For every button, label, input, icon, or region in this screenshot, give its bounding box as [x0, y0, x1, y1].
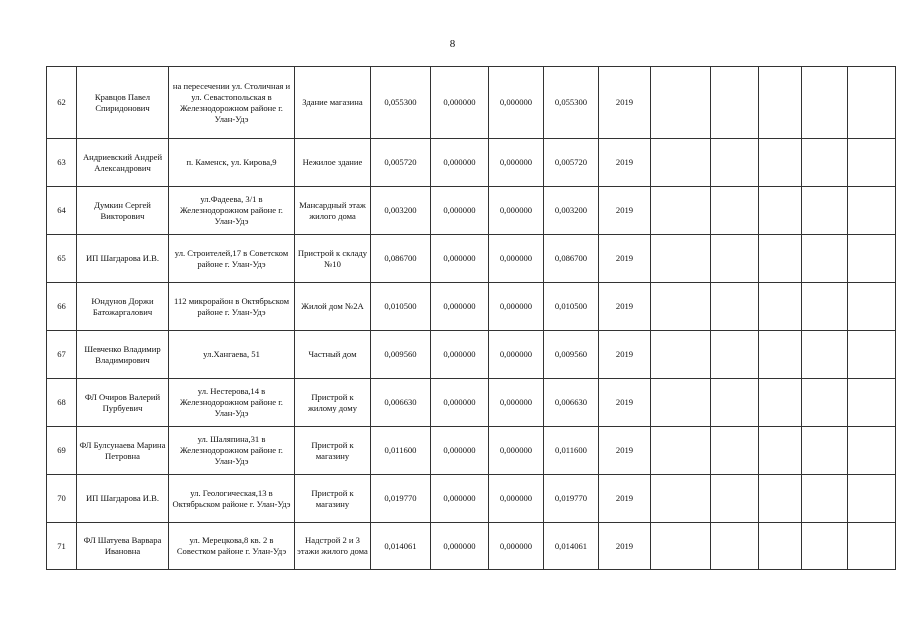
empty-cell [848, 475, 896, 523]
address-cell: 112 микрорайон в Октябрьском районе г. Улан-Удэ [169, 283, 295, 331]
owner-cell: ИП Шагдарова И.В. [77, 235, 169, 283]
empty-cell [848, 235, 896, 283]
table-row [47, 427, 896, 475]
row-number-cell: 63 [47, 139, 77, 187]
row-number-cell: 71 [47, 523, 77, 570]
table-row [47, 331, 896, 379]
object-cell: Пристрой к складу №10 [295, 235, 371, 283]
value3-cell: 0,000000 [489, 379, 544, 427]
object-cell: Пристрой к магазину [295, 475, 371, 523]
value2-cell: 0,000000 [431, 427, 489, 475]
row-number-cell: 69 [47, 427, 77, 475]
value2-cell: 0,000000 [431, 331, 489, 379]
empty-cell [848, 331, 896, 379]
empty-cell [759, 235, 802, 283]
value4-cell: 0,011600 [544, 427, 599, 475]
empty-cell [759, 523, 802, 570]
empty-cell [651, 379, 711, 427]
row-number-cell: 70 [47, 475, 77, 523]
empty-cell [651, 139, 711, 187]
empty-cell [848, 523, 896, 570]
value1-cell: 0,019770 [371, 475, 431, 523]
address-cell: на пересечении ул. Столичная и ул. Севастопольская в Железнодорожном районе г. Улан-Удэ [169, 67, 295, 139]
table-row [47, 475, 896, 523]
year-cell: 2019 [599, 235, 651, 283]
object-cell: Пристрой к магазину [295, 427, 371, 475]
empty-cell [759, 67, 802, 139]
owner-cell: ФЛ Булсунаева Марина Петровна [77, 427, 169, 475]
owner-cell: Кравцов Павел Спиридонович [77, 67, 169, 139]
value4-cell: 0,014061 [544, 523, 599, 570]
object-cell: Здание магазина [295, 67, 371, 139]
empty-cell [759, 331, 802, 379]
empty-cell [651, 475, 711, 523]
page-number: 8 [449, 38, 456, 50]
empty-cell [711, 379, 759, 427]
value1-cell: 0,009560 [371, 331, 431, 379]
year-cell: 2019 [599, 139, 651, 187]
row-number-cell: 68 [47, 379, 77, 427]
object-cell: Жилой дом №2А [295, 283, 371, 331]
value1-cell: 0,086700 [371, 235, 431, 283]
address-cell: ул.Фадеева, 3/1 в Железнодорожном районе г. Улан-Удэ [169, 187, 295, 235]
empty-cell [848, 427, 896, 475]
table-row [47, 67, 896, 139]
empty-cell [759, 427, 802, 475]
value2-cell: 0,000000 [431, 67, 489, 139]
value4-cell: 0,006630 [544, 379, 599, 427]
value4-cell: 0,055300 [544, 67, 599, 139]
value3-cell: 0,000000 [489, 427, 544, 475]
empty-cell [651, 187, 711, 235]
year-cell: 2019 [599, 187, 651, 235]
empty-cell [802, 331, 848, 379]
empty-cell [711, 331, 759, 379]
row-number-cell: 64 [47, 187, 77, 235]
year-cell: 2019 [599, 427, 651, 475]
address-cell: п. Каменск, ул. Кирова,9 [169, 139, 295, 187]
row-number-cell: 66 [47, 283, 77, 331]
empty-cell [759, 139, 802, 187]
object-cell: Нежилое здание [295, 139, 371, 187]
value2-cell: 0,000000 [431, 139, 489, 187]
value1-cell: 0,006630 [371, 379, 431, 427]
empty-cell [802, 187, 848, 235]
value1-cell: 0,055300 [371, 67, 431, 139]
empty-cell [802, 379, 848, 427]
year-cell: 2019 [599, 523, 651, 570]
empty-cell [651, 235, 711, 283]
address-cell: ул. Мерецкова,8 кв. 2 в Совестком районе г. Улан-Удэ [169, 523, 295, 570]
empty-cell [651, 523, 711, 570]
table-body [47, 67, 896, 570]
value2-cell: 0,000000 [431, 235, 489, 283]
empty-cell [711, 67, 759, 139]
year-cell: 2019 [599, 475, 651, 523]
empty-cell [802, 475, 848, 523]
value2-cell: 0,000000 [431, 475, 489, 523]
value1-cell: 0,010500 [371, 283, 431, 331]
table-row [47, 379, 896, 427]
value3-cell: 0,000000 [489, 283, 544, 331]
empty-cell [848, 379, 896, 427]
empty-cell [651, 67, 711, 139]
value2-cell: 0,000000 [431, 283, 489, 331]
empty-cell [651, 283, 711, 331]
value4-cell: 0,010500 [544, 283, 599, 331]
empty-cell [759, 283, 802, 331]
empty-cell [802, 427, 848, 475]
empty-cell [651, 427, 711, 475]
value2-cell: 0,000000 [431, 379, 489, 427]
value1-cell: 0,014061 [371, 523, 431, 570]
empty-cell [802, 283, 848, 331]
empty-cell [759, 475, 802, 523]
object-cell: Пристрой к жилому дому [295, 379, 371, 427]
value3-cell: 0,000000 [489, 331, 544, 379]
empty-cell [711, 427, 759, 475]
table-row [47, 187, 896, 235]
table-row [47, 523, 896, 570]
empty-cell [711, 283, 759, 331]
object-cell: Мансардный этаж жилого дома [295, 187, 371, 235]
year-cell: 2019 [599, 331, 651, 379]
address-cell: ул.Хангаева, 51 [169, 331, 295, 379]
row-number-cell: 65 [47, 235, 77, 283]
empty-cell [711, 523, 759, 570]
address-cell: ул. Нестерова,14 в Железнодорожном районе г. Улан-Удэ [169, 379, 295, 427]
owner-cell: Юндунов Доржи Батожаргалович [77, 283, 169, 331]
value4-cell: 0,086700 [544, 235, 599, 283]
empty-cell [802, 67, 848, 139]
value2-cell: 0,000000 [431, 523, 489, 570]
value4-cell: 0,005720 [544, 139, 599, 187]
empty-cell [759, 187, 802, 235]
value4-cell: 0,003200 [544, 187, 599, 235]
empty-cell [848, 67, 896, 139]
empty-cell [848, 139, 896, 187]
value4-cell: 0,009560 [544, 331, 599, 379]
empty-cell [848, 283, 896, 331]
value4-cell: 0,019770 [544, 475, 599, 523]
owner-cell: Думкин Сергей Викторович [77, 187, 169, 235]
empty-cell [759, 379, 802, 427]
value3-cell: 0,000000 [489, 139, 544, 187]
register-table [46, 66, 896, 570]
empty-cell [802, 523, 848, 570]
empty-cell [802, 235, 848, 283]
value1-cell: 0,011600 [371, 427, 431, 475]
object-cell: Надстрой 2 и 3 этажи жилого дома [295, 523, 371, 570]
value3-cell: 0,000000 [489, 475, 544, 523]
year-cell: 2019 [599, 283, 651, 331]
empty-cell [711, 139, 759, 187]
value1-cell: 0,003200 [371, 187, 431, 235]
address-cell: ул. Строителей,17 в Советском районе г. Улан-Удэ [169, 235, 295, 283]
value3-cell: 0,000000 [489, 67, 544, 139]
owner-cell: ИП Шагдарова И.В. [77, 475, 169, 523]
value2-cell: 0,000000 [431, 187, 489, 235]
empty-cell [848, 187, 896, 235]
row-number-cell: 67 [47, 331, 77, 379]
value3-cell: 0,000000 [489, 187, 544, 235]
address-cell: ул. Геологическая,13 в Октябрьском районе г. Улан-Удэ [169, 475, 295, 523]
owner-cell: ФЛ Очиров Валерий Пурбуевич [77, 379, 169, 427]
owner-cell: ФЛ Шатуева Варвара Ивановна [77, 523, 169, 570]
year-cell: 2019 [599, 379, 651, 427]
table-row [47, 139, 896, 187]
year-cell: 2019 [599, 67, 651, 139]
empty-cell [651, 331, 711, 379]
empty-cell [711, 187, 759, 235]
address-cell: ул. Шаляпина,31 в Железнодорожном районе г. Улан-Удэ [169, 427, 295, 475]
value3-cell: 0,000000 [489, 235, 544, 283]
row-number-cell: 62 [47, 67, 77, 139]
object-cell: Частный дом [295, 331, 371, 379]
table-row [47, 283, 896, 331]
empty-cell [711, 235, 759, 283]
owner-cell: Шевченко Владимир Владимирович [77, 331, 169, 379]
value1-cell: 0,005720 [371, 139, 431, 187]
empty-cell [802, 139, 848, 187]
value3-cell: 0,000000 [489, 523, 544, 570]
owner-cell: Андриевский Андрей Александрович [77, 139, 169, 187]
table-row [47, 235, 896, 283]
empty-cell [711, 475, 759, 523]
